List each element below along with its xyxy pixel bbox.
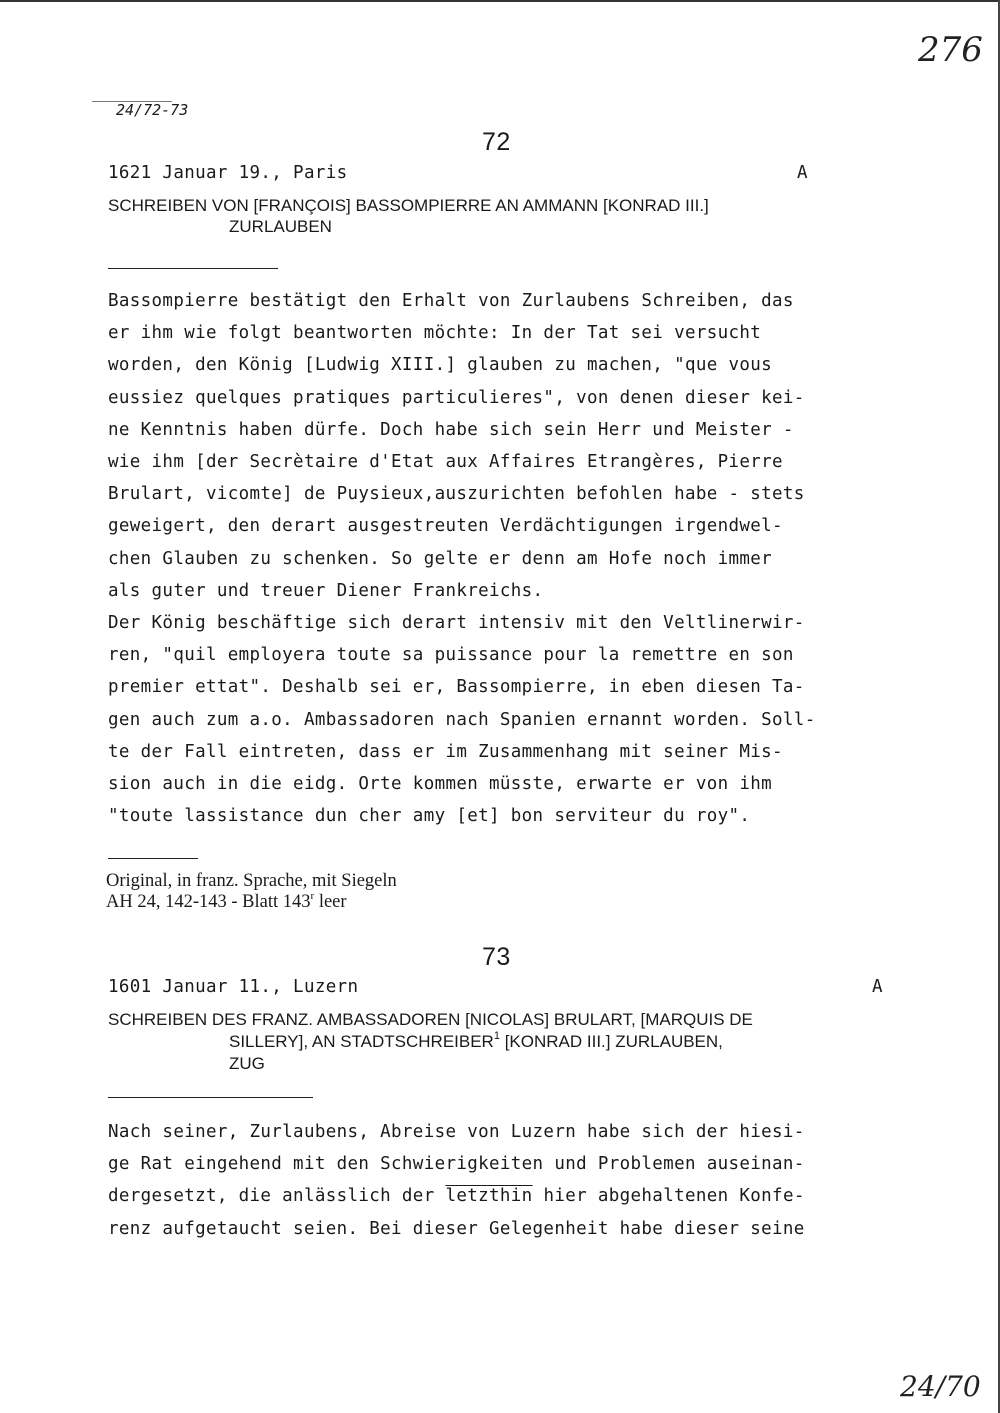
body-line3-b: hier abgehaltenen Konfe- [532,1186,805,1207]
folio-number: 276 [918,30,983,70]
entry72-source-code: A [797,163,808,183]
footnote-marker: 1 [493,1030,500,1042]
entry72-note-ref: AH 24, 142-143 - Blatt 143 [106,892,311,912]
body-line: ge Rat eingehend mit den Schwierigkeiten und Problemen auseinan- [108,1154,805,1175]
body-line: ren, "quil employera toute sa puissance pour la remettre en son [108,645,794,666]
body-line: worden, den König [Ludwig XIII.] glauben zu machen, "que vous [108,355,773,376]
entry73-date-place: 1601 Januar 11., Luzern [108,977,359,997]
body-line: er ihm wie folgt beantworten möchte: In der Tat sei versucht [108,323,762,344]
entry72-note-line1: Original, in franz. Sprache, mit Siegeln [106,871,397,891]
body-line: als guter und treuer Diener Frankreichs. [108,580,544,601]
entry72-title-line1: SCHREIBEN VON [FRANÇOIS] BASSOMPIERRE AN AMMANN [KONRAD III.] [108,196,709,215]
scan-border-top [0,0,1000,2]
entry72-note-separator [108,858,198,859]
entry72-note-sup: r [310,890,315,902]
body-line: Brulart, vicomte] de Puysieux,auszurichten befohlen habe - stets [108,484,805,505]
body-line3-overlined: letzthin [445,1186,533,1207]
document-reference: 24/72-73 [116,101,189,119]
entry73-title-line1: SCHREIBEN DES FRANZ. AMBASSADOREN [NICOLAS] BRULART, [MARQUIS DE [108,1010,753,1029]
entry72-title-line2: ZURLAUBEN [229,217,332,236]
body-line: premier ettat". Deshalb sei er, Bassompierre, in eben diesen Ta- [108,677,805,698]
entry72-note-tail: leer [314,892,347,912]
entry72-separator [108,268,278,269]
body-line: Der König beschäftige sich derart intensiv mit den Veltlinerwir- [108,613,805,634]
body-line: sion auch in die eidg. Orte kommen müsste, erwarte er von ihm [108,774,773,795]
body-line [108,1180,898,1212]
entry73-title-line3: ZUG [229,1054,265,1073]
body-line: wie ihm [der Secrètaire d'Etat aux Affaires Etrangères, Pierre [108,452,783,473]
entry73-title-line2 [229,1032,723,1052]
body-line: geweigert, den derart ausgestreuten Verdächtigungen irgendwel- [108,516,783,537]
body-line: gen auch zum a.o. Ambassadoren nach Spanien ernannt worden. Soll- [108,709,816,730]
entry73-title-line2b: [KONRAD III.] ZURLAUBEN, [499,1032,723,1051]
entry72-date-place: 1621 Januar 19., Paris [108,163,348,183]
entry73-separator [108,1097,313,1098]
entry72-body [108,285,898,832]
bottom-handwritten-mark: 24/70 [900,1370,981,1403]
body-line: Bassompierre bestätigt den Erhalt von Zurlaubens Schreiben, das [108,291,794,311]
body-line: ne Kenntnis haben dürfe. Doch habe sich sein Herr und Meister - [108,419,794,440]
entry-number-72: 72 [482,128,511,156]
entry72-note-line2 [106,892,347,913]
body-line: renz aufgetaucht seien. Bei dieser Gelegenheit habe dieser seine [108,1218,805,1239]
body-line: "toute lassistance dun cher amy [et] bon serviteur du roy". [108,806,751,827]
body-line: Nach seiner, Zurlaubens, Abreise von Luzern habe sich der hiesi- [108,1122,805,1142]
body-line3-a: dergesetzt, die anlässlich der [108,1186,446,1207]
body-line: eussiez quelques pratiques particulieres", von denen dieser kei- [108,387,805,408]
entry73-source-code: A [872,977,883,997]
entry-number-73: 73 [482,943,511,971]
body-line: te der Fall eintreten, dass er im Zusammenhang mit seiner Mis- [108,741,783,762]
body-line: chen Glauben zu schenken. So gelte er denn am Hofe noch immer [108,548,773,569]
entry73-title-line2a: SILLERY], AN STADTSCHREIBER [229,1032,494,1051]
entry73-body [108,1116,898,1245]
